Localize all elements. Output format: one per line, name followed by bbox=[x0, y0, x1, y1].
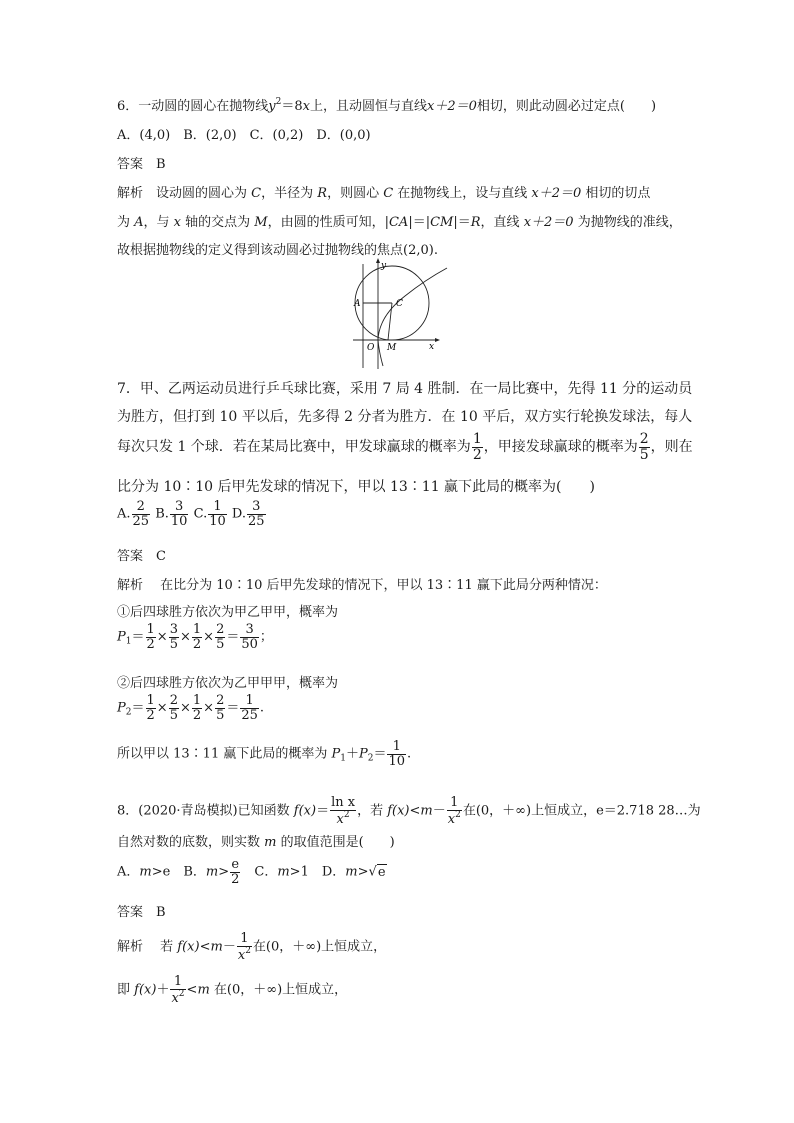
denominator: 25 bbox=[241, 707, 258, 723]
analysis-text: 在抛物线上，设与直线 bbox=[393, 186, 532, 201]
exponent: 2 bbox=[178, 988, 185, 999]
q6-analysis-line3: 故根据抛物线的定义得到该动圆必过抛物线的焦点(2,0). bbox=[117, 243, 438, 258]
times: × bbox=[156, 629, 168, 645]
minus: － bbox=[432, 803, 446, 819]
function-f: f(x) bbox=[387, 803, 410, 819]
denominator: 2 bbox=[472, 446, 482, 463]
line-equation: x＋2＝0 bbox=[523, 215, 574, 230]
sqrt-sign-icon: √ bbox=[368, 864, 377, 880]
q7-text: ，甲接发球赢球的概率为 bbox=[483, 439, 638, 456]
punctuation: ； bbox=[259, 629, 273, 645]
q6-stem-text: 相切，则此动圆必过定点( bbox=[476, 99, 625, 114]
q6-stem-text: 6．一动圆的圆心在抛物线 bbox=[117, 99, 269, 114]
blank-close: ) bbox=[650, 99, 657, 114]
analysis-text: ，与 bbox=[143, 215, 174, 230]
punctuation: . bbox=[259, 700, 265, 716]
minus: － bbox=[222, 939, 236, 955]
subscript: 2 bbox=[125, 707, 132, 718]
analysis-text: 即 bbox=[117, 982, 135, 998]
equals: ＝ bbox=[316, 803, 330, 819]
answer-label: 答案 bbox=[117, 157, 144, 172]
analysis-label: 解析 bbox=[117, 186, 144, 201]
fraction bbox=[146, 623, 156, 651]
fraction bbox=[146, 694, 156, 722]
q8-text: 的取值范围是( ) bbox=[276, 835, 395, 850]
exponent: 2 bbox=[455, 809, 461, 820]
numerator: 1 bbox=[240, 931, 249, 946]
var-P: P bbox=[117, 629, 126, 645]
denominator: 10 bbox=[209, 513, 226, 529]
q7-text: ，则在 bbox=[650, 439, 693, 456]
function-f: f(x) bbox=[293, 803, 317, 819]
denominator bbox=[330, 810, 356, 827]
label-x: x bbox=[429, 342, 435, 352]
q8-text: 自然对数的底数，则实数 bbox=[117, 835, 265, 850]
equals: ＝ bbox=[226, 700, 240, 716]
var-m: m bbox=[139, 864, 152, 880]
option-label: A． bbox=[117, 864, 140, 880]
denominator: 25 bbox=[248, 513, 265, 529]
denominator: 10 bbox=[170, 513, 188, 529]
var-m: m bbox=[277, 864, 290, 880]
subscript: 1 bbox=[340, 753, 346, 764]
fraction-lnx-x2 bbox=[330, 796, 356, 826]
less-than: < bbox=[199, 939, 211, 955]
denominator: 25 bbox=[132, 513, 150, 529]
greater-than: > bbox=[218, 864, 230, 880]
var-m: m bbox=[197, 982, 210, 998]
fraction-1-x2 bbox=[170, 975, 185, 1005]
equals: ＝ bbox=[226, 629, 240, 645]
fraction bbox=[215, 623, 225, 651]
var-m: m bbox=[264, 835, 277, 850]
numerator: 3 bbox=[245, 622, 254, 637]
q6-options: A．(4,0) B．(2,0) C．(0,2) D．(0,0) bbox=[117, 128, 371, 143]
var-x: x bbox=[336, 811, 344, 827]
analysis-text: |＝| bbox=[408, 215, 431, 230]
q7-line1: 7．甲、乙两运动员进行乒乓球比赛，采用 7 局 4 胜制．在一局比赛中，先得 11 分的运动员 bbox=[117, 381, 693, 397]
q6-stem-text: 上，且动圆恒与直线 bbox=[310, 99, 428, 114]
denominator: 50 bbox=[241, 636, 258, 652]
times: × bbox=[179, 700, 191, 716]
var-x: x bbox=[447, 811, 456, 827]
punctuation: . bbox=[407, 746, 412, 762]
var-x: x bbox=[302, 99, 310, 114]
q7-answer bbox=[117, 545, 166, 564]
answer-value: B bbox=[156, 905, 166, 920]
subscript: 1 bbox=[125, 636, 132, 647]
numerator: 1 bbox=[472, 431, 482, 447]
var-P: P bbox=[331, 746, 341, 762]
q8-text: 8．(2020·青岛模拟)已知函数 bbox=[117, 803, 294, 819]
label-C: C bbox=[396, 299, 403, 309]
label-O: O bbox=[367, 343, 375, 353]
fraction bbox=[169, 623, 179, 651]
analysis-text: 在比分为 10∶10 后甲先发球的情况下，甲以 13∶11 赢下此局分两种情况： bbox=[160, 578, 607, 593]
q7-text: 每次只发 1 个球．若在某局比赛中，甲发球赢球的概率为 bbox=[117, 439, 471, 456]
analysis-label: 解析 bbox=[117, 578, 144, 593]
var-C: C bbox=[251, 186, 262, 201]
numerator: 1 bbox=[245, 693, 254, 708]
segment-CA: CA bbox=[388, 215, 409, 230]
numerator: 1 bbox=[213, 499, 222, 514]
exponent: 2 bbox=[275, 97, 282, 107]
q7-line3 bbox=[117, 432, 693, 462]
option-b-fraction bbox=[170, 500, 189, 528]
q8-options bbox=[117, 858, 387, 886]
numerator: 2 bbox=[639, 431, 649, 447]
var-x: x bbox=[171, 990, 179, 1006]
denominator: 10 bbox=[388, 753, 406, 769]
fraction bbox=[192, 623, 202, 651]
fraction-result bbox=[387, 740, 406, 768]
analysis-text: ，由圆的性质可知，| bbox=[267, 215, 389, 230]
var-A: A bbox=[134, 215, 144, 230]
fraction-e-2 bbox=[230, 858, 240, 886]
var-y: y bbox=[268, 99, 276, 114]
times: × bbox=[203, 700, 215, 716]
fraction-1-x2 bbox=[447, 796, 462, 826]
plus: ＋ bbox=[156, 982, 170, 998]
q8-analysis-line2 bbox=[117, 975, 347, 1005]
q7-case1: ①后四球胜方依次为甲乙甲甲，概率为 bbox=[117, 605, 339, 620]
var-M: M bbox=[254, 215, 268, 230]
analysis-label: 解析 bbox=[117, 939, 144, 955]
line-equation: x＋2＝0 bbox=[427, 99, 477, 114]
analysis-text: 为 bbox=[117, 215, 135, 230]
option-value: >1 bbox=[289, 864, 309, 880]
y-axis-arrow bbox=[376, 258, 380, 263]
analysis-text: |＝ bbox=[453, 215, 471, 230]
q7-analysis-line1 bbox=[117, 574, 607, 593]
fraction-2-5 bbox=[639, 432, 650, 462]
denominator: 5 bbox=[169, 636, 178, 652]
numerator: 2 bbox=[169, 693, 178, 708]
option-label: C． bbox=[241, 864, 278, 880]
option-c-fraction bbox=[208, 500, 227, 528]
numerator: 1 bbox=[173, 974, 183, 989]
label-A: A bbox=[354, 299, 361, 309]
label-y: y bbox=[381, 261, 387, 271]
var-m: m bbox=[420, 803, 433, 819]
denominator bbox=[447, 810, 462, 827]
numerator: ln x bbox=[331, 795, 356, 810]
denominator: 5 bbox=[639, 446, 649, 463]
numerator: 3 bbox=[252, 499, 261, 514]
denominator: 5 bbox=[169, 707, 178, 723]
plus: ＋ bbox=[345, 746, 359, 762]
numerator: 1 bbox=[146, 622, 155, 637]
analysis-text: 所以甲以 13∶11 赢下此局的概率为 bbox=[117, 746, 332, 762]
option-a-fraction bbox=[132, 500, 151, 528]
q6-stem bbox=[117, 95, 656, 114]
var-m: m bbox=[210, 939, 223, 955]
times: × bbox=[203, 629, 215, 645]
answer-label: 答案 bbox=[117, 549, 144, 564]
q8-analysis-line1 bbox=[117, 932, 386, 962]
analysis-text: 若 bbox=[160, 939, 178, 955]
var-R: R bbox=[317, 186, 328, 201]
q7-case2: ②后四球胜方依次为乙甲甲甲，概率为 bbox=[117, 676, 339, 691]
numerator: 1 bbox=[192, 693, 202, 708]
fraction bbox=[192, 694, 202, 722]
answer-value: C bbox=[156, 549, 166, 564]
q7-p2-formula bbox=[117, 694, 264, 722]
var-m: m bbox=[345, 864, 358, 880]
greater-than: > bbox=[357, 864, 369, 880]
parabola-lower bbox=[378, 340, 383, 366]
fraction-1-2 bbox=[472, 432, 483, 462]
option-label: C. bbox=[193, 506, 208, 522]
numerator: 2 bbox=[216, 622, 225, 637]
denominator: 5 bbox=[216, 636, 225, 652]
analysis-text: 轴的交点为 bbox=[181, 215, 255, 230]
denominator: 2 bbox=[192, 707, 202, 723]
var-P: P bbox=[358, 746, 368, 762]
denominator: 2 bbox=[146, 636, 155, 652]
denominator bbox=[237, 946, 252, 963]
analysis-text: 在(0，＋∞)上恒成立， bbox=[252, 939, 387, 955]
fraction bbox=[240, 623, 259, 651]
analysis-text: 相切的切点 bbox=[581, 186, 651, 201]
var-x: x bbox=[173, 215, 182, 230]
x-axis-arrow bbox=[435, 338, 440, 342]
denominator bbox=[170, 989, 185, 1006]
equals: ＝ bbox=[131, 629, 145, 645]
times: × bbox=[179, 629, 191, 645]
q7-final bbox=[117, 740, 411, 768]
parabola-circle-figure bbox=[345, 256, 455, 371]
numerator: 3 bbox=[175, 499, 184, 514]
q7-p1-formula bbox=[117, 623, 273, 651]
exponent: 2 bbox=[245, 945, 251, 956]
var-m: m bbox=[205, 864, 219, 880]
option-label: B． bbox=[170, 864, 206, 880]
numerator: 3 bbox=[169, 622, 178, 637]
fraction bbox=[169, 694, 179, 722]
option-label: D. bbox=[231, 506, 246, 522]
var-C: C bbox=[383, 186, 394, 201]
var-P: P bbox=[117, 700, 126, 716]
times: × bbox=[156, 700, 168, 716]
var-R: R bbox=[470, 215, 481, 230]
subscript: 2 bbox=[367, 753, 374, 764]
fraction-1-x2 bbox=[237, 932, 252, 962]
denominator: 2 bbox=[231, 871, 240, 887]
numerator: e bbox=[231, 857, 240, 872]
numerator: 2 bbox=[136, 499, 145, 514]
q7-options bbox=[117, 500, 267, 528]
q8-text: ，若 bbox=[357, 803, 388, 819]
numerator: 1 bbox=[392, 739, 401, 754]
parabola bbox=[378, 268, 447, 340]
segment-CM-line bbox=[388, 303, 392, 340]
numerator: 1 bbox=[146, 693, 155, 708]
option-label: B. bbox=[155, 506, 169, 522]
segment-CM: CM bbox=[430, 215, 454, 230]
analysis-text: 设动圆的圆心为 bbox=[156, 186, 252, 201]
numerator: 1 bbox=[192, 622, 202, 637]
q8-line1 bbox=[117, 796, 701, 826]
equals: ＝ bbox=[131, 700, 145, 716]
q8-line2 bbox=[117, 831, 395, 850]
denominator: 2 bbox=[146, 707, 155, 723]
equals: ＝ bbox=[373, 746, 387, 762]
fraction bbox=[240, 694, 259, 722]
function-f: f(x) bbox=[177, 939, 200, 955]
fraction bbox=[215, 694, 225, 722]
option-d-fraction bbox=[247, 500, 266, 528]
q6-answer bbox=[117, 153, 166, 172]
equation-part: ＝8 bbox=[281, 99, 303, 114]
analysis-text: ，半径为 bbox=[261, 186, 318, 201]
answer-value: B bbox=[156, 157, 166, 172]
q8-answer bbox=[117, 901, 166, 920]
option-label: D． bbox=[308, 864, 346, 880]
analysis-text: 在(0，＋∞)上恒成立， bbox=[209, 982, 348, 998]
label-M: M bbox=[387, 343, 397, 353]
denominator: 5 bbox=[216, 707, 225, 723]
analysis-text: 为抛物线的准线， bbox=[573, 215, 682, 230]
radicand: e bbox=[377, 864, 386, 880]
q7-line4: 比分为 10∶10 后甲先发球的情况下，甲以 13∶11 赢下此局的概率为( ) bbox=[117, 479, 595, 495]
line-equation: x＋2＝0 bbox=[531, 186, 582, 201]
option-value: >e bbox=[151, 864, 171, 880]
var-x: x bbox=[237, 947, 246, 963]
q7-line2: 为胜方，但打到 10 平以后，先多得 2 分者为胜方．在 10 平后，双方实行轮换发球法，每人 bbox=[117, 409, 693, 425]
less-than: < bbox=[409, 803, 421, 819]
function-f: f(x) bbox=[134, 982, 157, 998]
q8-text: 在(0，＋∞)上恒成立，e＝2.718 28…为 bbox=[462, 803, 701, 819]
exponent: 2 bbox=[343, 809, 350, 820]
option-label: A. bbox=[117, 506, 131, 522]
analysis-text: ，则圆心 bbox=[327, 186, 384, 201]
q6-analysis-line1 bbox=[117, 182, 650, 201]
numerator: 2 bbox=[216, 693, 225, 708]
denominator: 2 bbox=[192, 636, 202, 652]
q6-analysis-line2 bbox=[117, 211, 682, 230]
numerator: 1 bbox=[450, 795, 459, 810]
analysis-text: ，直线 bbox=[480, 215, 524, 230]
less-than: < bbox=[186, 982, 198, 998]
answer-label: 答案 bbox=[117, 905, 144, 920]
